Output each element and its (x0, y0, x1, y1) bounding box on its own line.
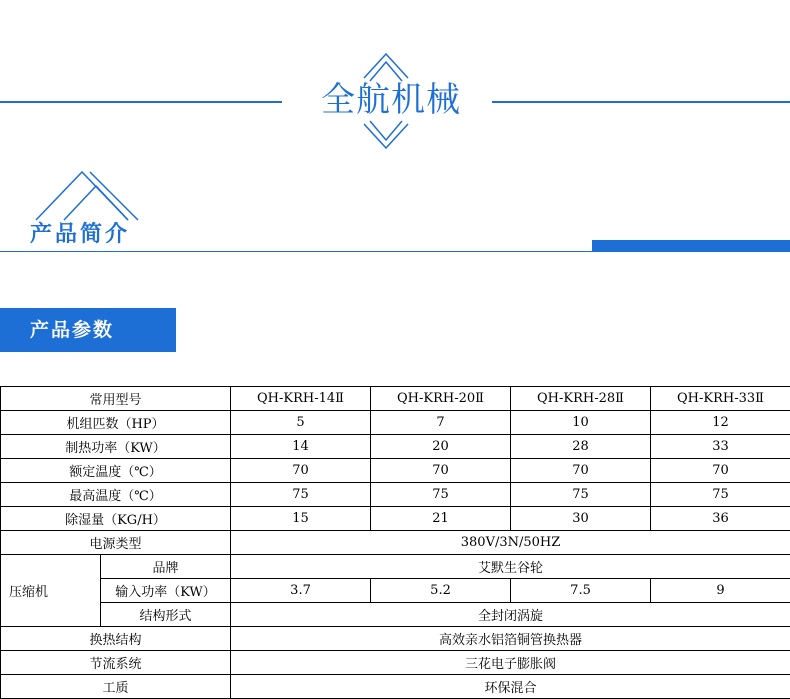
table-row-power (1, 531, 790, 555)
row-label: 节流系统 (1, 651, 231, 675)
section-accent-bar (592, 240, 790, 252)
table-row-compressor-brand (1, 555, 790, 579)
table-row (1, 435, 790, 459)
value-cell: 75 (511, 483, 651, 507)
table-row-throttle (1, 651, 790, 675)
value-cell: 7.5 (511, 579, 651, 603)
table-row-partial (1, 675, 790, 699)
value-cell: 7 (371, 411, 511, 435)
table-row (1, 459, 790, 483)
value-cell: 70 (371, 459, 511, 483)
table-row (1, 411, 790, 435)
value-cell: 75 (231, 483, 371, 507)
value-cell: 70 (651, 459, 790, 483)
row-label: 工质 (1, 675, 231, 699)
model-cell: QH-KRH-28Ⅱ (511, 387, 651, 411)
value-cell: 10 (511, 411, 651, 435)
row-label: 最高温度（℃） (1, 483, 231, 507)
heat-exchange-value: 高效亲水铝箔铜管换热器 (231, 627, 790, 651)
row-label: 机组匹数（HP） (1, 411, 231, 435)
value-cell: 30 (511, 507, 651, 531)
header-label: 常用型号 (1, 387, 231, 411)
table-row-compressor-structure (1, 603, 790, 627)
value-cell: 36 (651, 507, 790, 531)
value-cell: 12 (651, 411, 790, 435)
params-label: 产品参数 (0, 308, 176, 352)
compressor-brand-value: 艾默生谷轮 (231, 555, 790, 579)
value-cell: 21 (371, 507, 511, 531)
chevron-up-icon (360, 48, 412, 82)
value-cell: 70 (511, 459, 651, 483)
row-label: 除湿量（KG/H） (1, 507, 231, 531)
value-cell: 15 (231, 507, 371, 531)
table-row (1, 483, 790, 507)
model-cell: QH-KRH-14Ⅱ (231, 387, 371, 411)
table-header-row (1, 387, 790, 411)
row-label: 电源类型 (1, 531, 231, 555)
section-title: 产品简介 (30, 220, 130, 250)
throttle-value: 三花电子膨胀阀 (231, 651, 790, 675)
spec-table (0, 386, 790, 699)
row-label: 结构形式 (101, 603, 231, 627)
row-label: 输入功率（KW） (101, 579, 231, 603)
value-cell: 5 (231, 411, 371, 435)
table-row-heat-exchange (1, 627, 790, 651)
row-label: 换热结构 (1, 627, 231, 651)
compressor-structure-value: 全封闭涡旋 (231, 603, 790, 627)
model-cell: QH-KRH-33Ⅱ (651, 387, 790, 411)
value-cell: 75 (651, 483, 790, 507)
row-label: 额定温度（℃） (1, 459, 231, 483)
brand-title: 全航机械 (296, 78, 486, 122)
value-cell: 5.2 (371, 579, 511, 603)
brand-divider-left (0, 101, 282, 103)
value-cell: 70 (231, 459, 371, 483)
table-row-compressor-input (1, 579, 790, 603)
row-label: 品牌 (101, 555, 231, 579)
value-cell: 20 (371, 435, 511, 459)
row-label: 制热功率（KW） (1, 435, 231, 459)
brand-divider-right (492, 101, 790, 103)
value-cell: 9 (651, 579, 790, 603)
value-cell: 28 (511, 435, 651, 459)
chevron-down-icon (360, 120, 412, 154)
value-cell: 3.7 (231, 579, 371, 603)
table-row (1, 507, 790, 531)
compressor-group-label: 压缩机 (1, 555, 101, 627)
value-cell: 14 (231, 435, 371, 459)
power-value: 380V/3N/50HZ (231, 531, 790, 555)
partial-value: 环保混合 (231, 675, 790, 699)
value-cell: 33 (651, 435, 790, 459)
model-cell: QH-KRH-20Ⅱ (371, 387, 511, 411)
value-cell: 75 (371, 483, 511, 507)
roof-icon (34, 168, 144, 222)
